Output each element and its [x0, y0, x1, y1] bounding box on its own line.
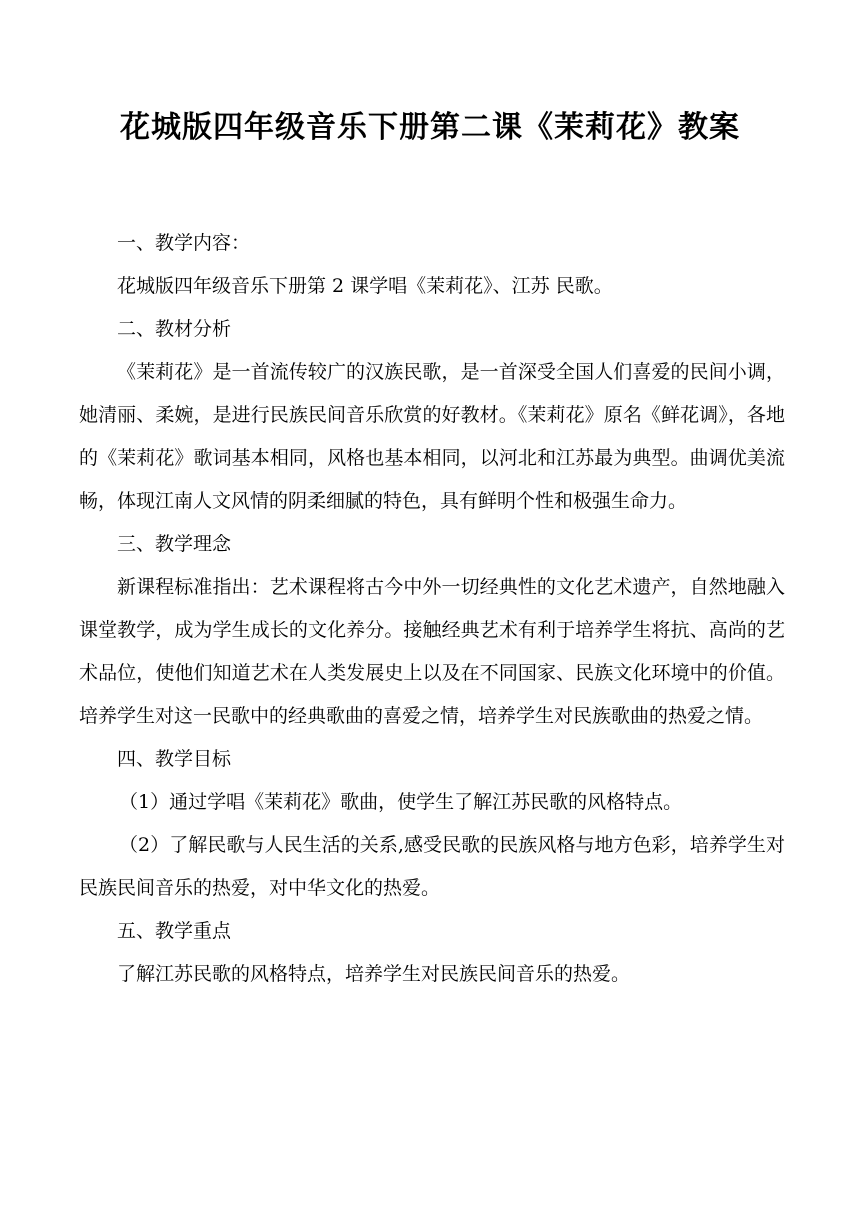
teaching-content-paragraph: 花城版四年级音乐下册第 2 课学唱《茉莉花》、江苏 民歌。: [117, 275, 613, 297]
teaching-focus-paragraph: 了解江苏民歌的风格特点，培养学生对民族民间音乐的热爱。: [117, 963, 631, 985]
teaching-concept-paragraph: 新课程标准指出：艺术课程将古今中外一切经典性的文化艺术遗产，自然地融入课堂教学，成为学生成长的文化养分。接触经典艺术有利于培养学生将抗、高尚的艺术品位，使他们知道艺术在人类发展史上以及在不同国家、民族文化环境中的价值。培养学生对这一民歌中的经典歌曲的喜爱之情，培养学生对民族歌曲的热爱之情。: [79, 576, 785, 727]
section-heading-teaching-concept: 三、教学理念: [117, 533, 232, 555]
document-title: 花城版四年级音乐下册第二课《茉莉花》教案: [120, 110, 740, 145]
document-body: [79, 222, 785, 996]
section-heading-teaching-content: 一、教学内容：: [117, 232, 251, 254]
section-heading-teaching-focus: 五、教学重点: [117, 920, 232, 942]
material-analysis-paragraph: 《茉莉花》是一首流传较广的汉族民歌，是一首深受全国人们喜爱的民间小调，她清丽、柔婉，是进行民族民间音乐欣赏的好教材。《茉莉花》原名《鲜花调》，各地的《茉莉花》歌词基本相同，风格也基本相同，以河北和江苏最为典型。曲调优美流畅，体现江南人文风情的阴柔细腻的特色，具有鲜明个性和极强生命力。: [79, 361, 785, 512]
section-heading-teaching-goals: 四、教学目标: [117, 748, 232, 770]
teaching-goal-item-2: （2）了解民歌与人民生活的关系,感受民歌的民族风格与地方色彩，培养学生对民族民间音乐的热爱，对中华文化的热爱。: [79, 834, 785, 899]
section-heading-material-analysis: 二、教材分析: [117, 318, 232, 340]
teaching-goal-item-1: （1）通过学唱《茉莉花》歌曲，使学生了解江苏民歌的风格特点。: [119, 791, 683, 813]
